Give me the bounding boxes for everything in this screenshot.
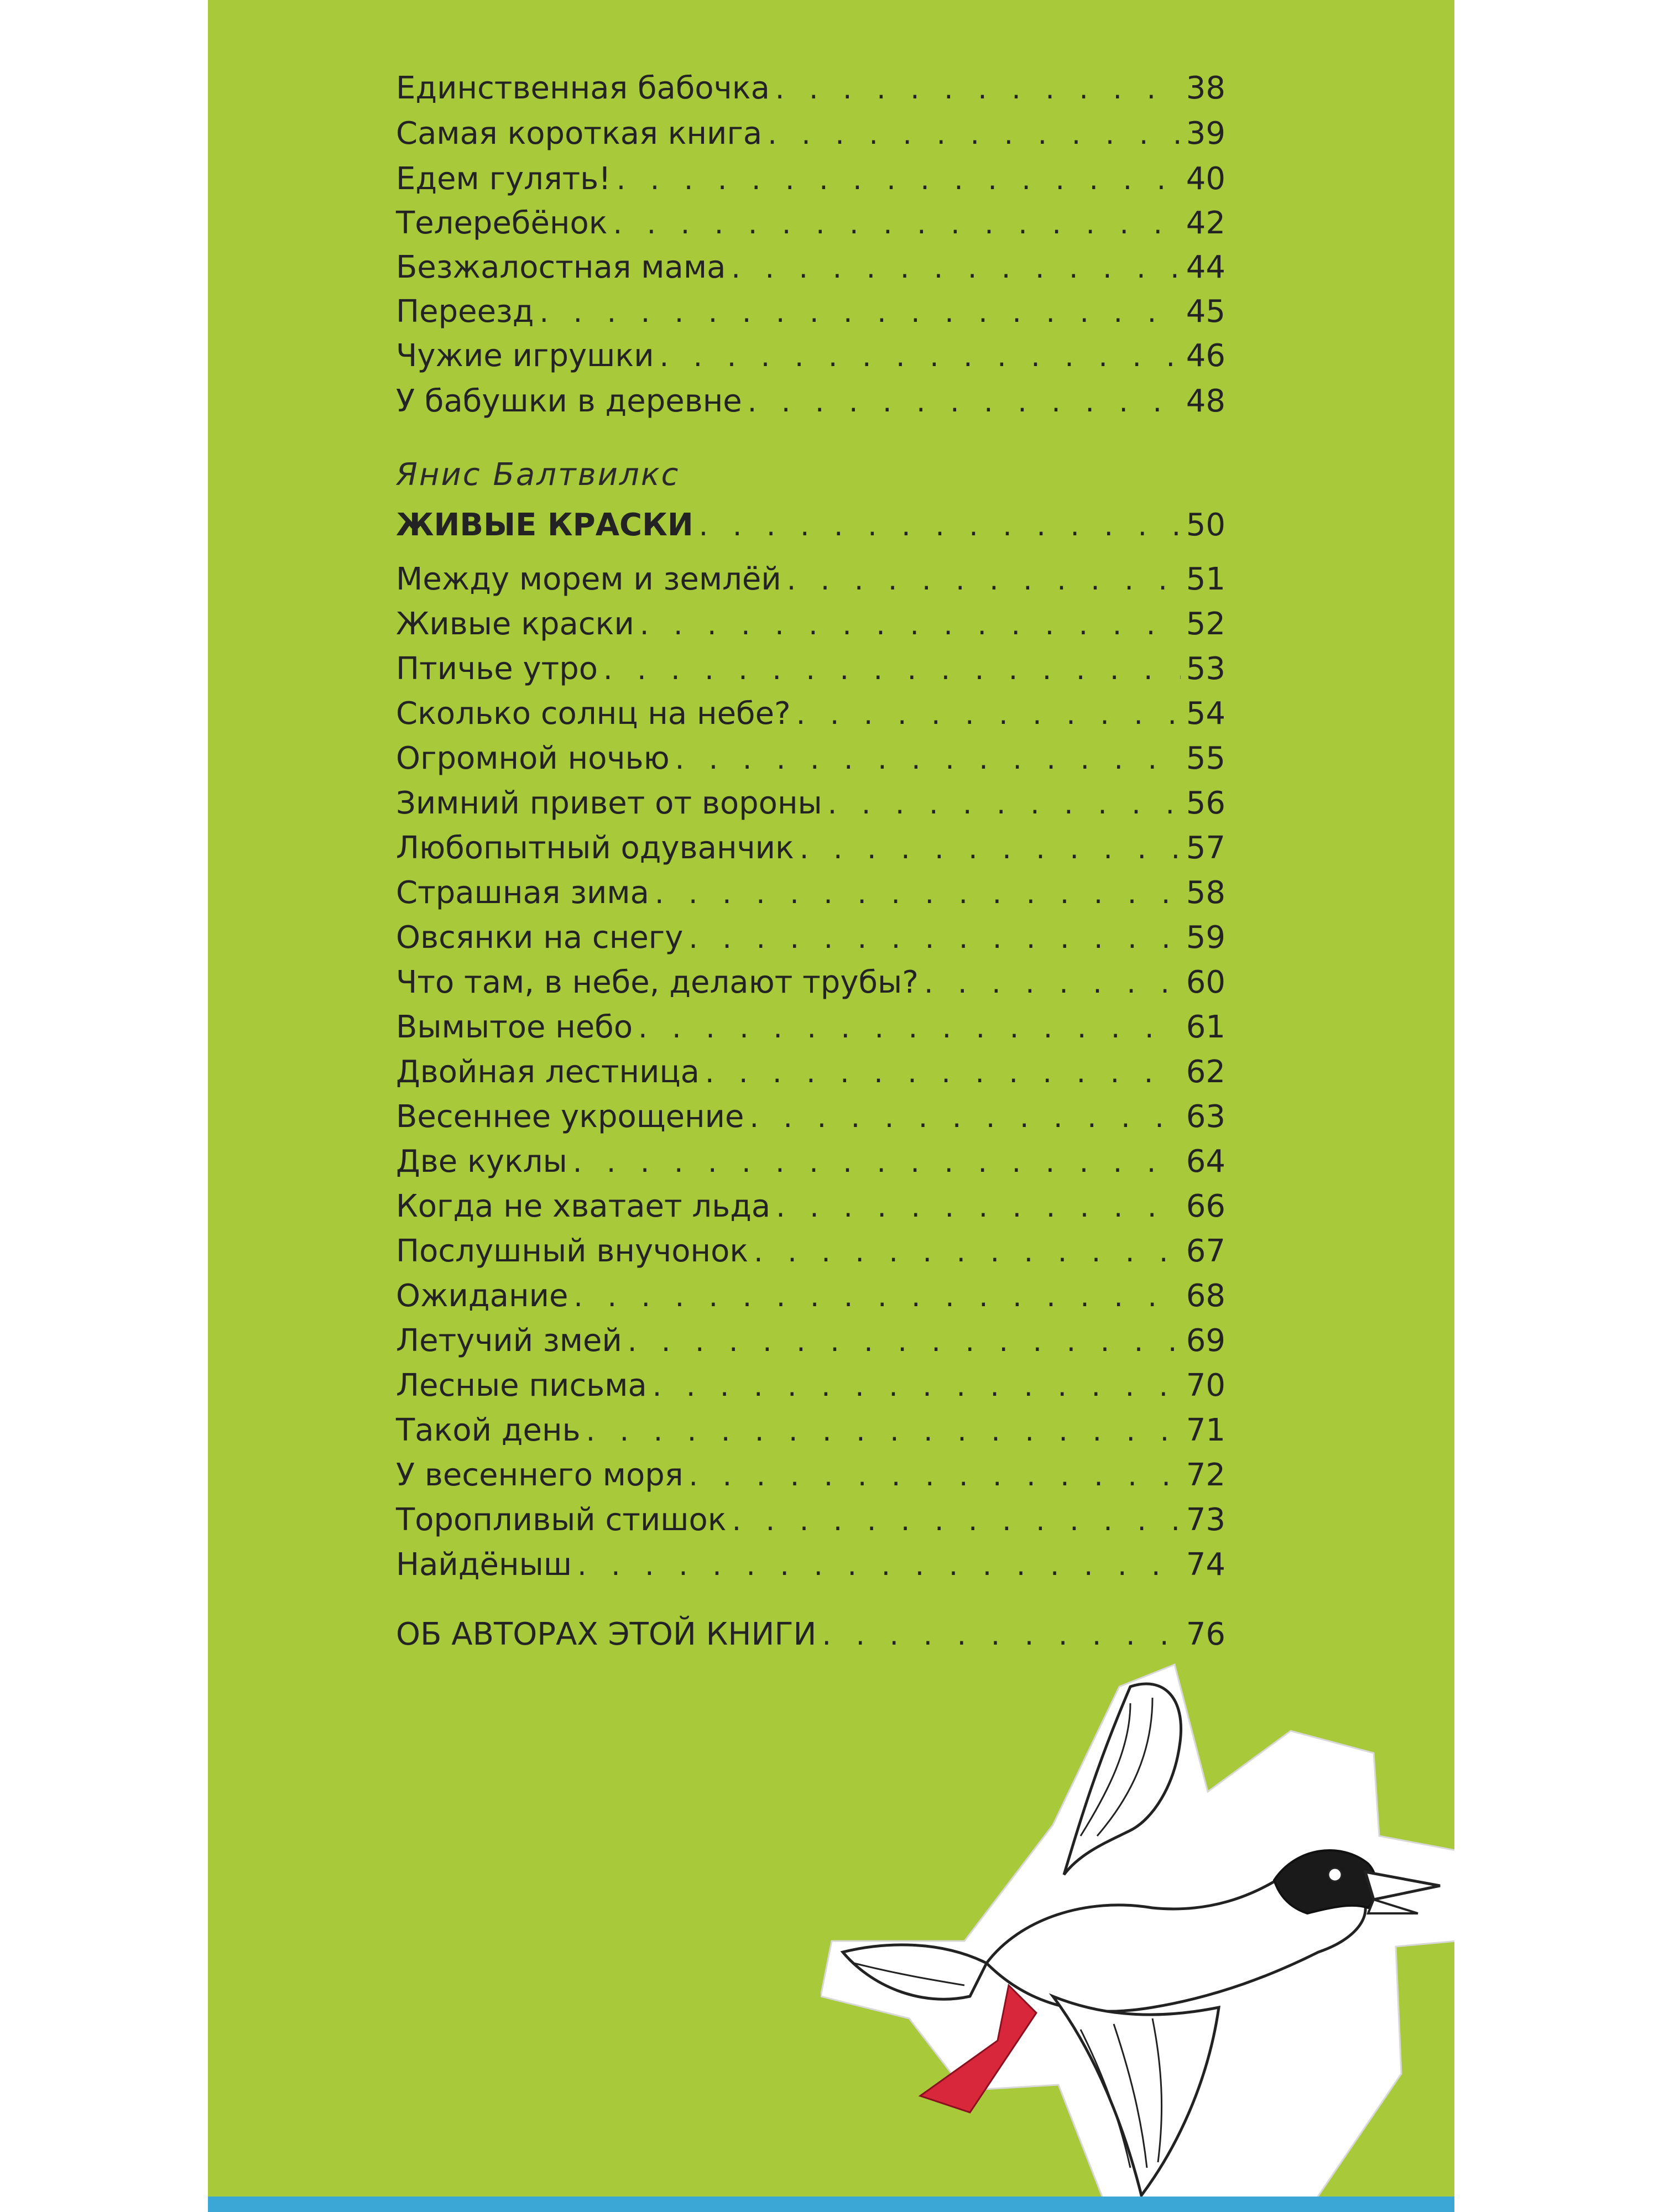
- toc-entry-page: 42: [1186, 205, 1225, 241]
- toc-entry: [396, 1274, 1225, 1318]
- leader-dots: [705, 1051, 1181, 1095]
- toc-entry: [396, 1319, 1225, 1363]
- leader-dots: [828, 782, 1181, 826]
- leader-dots: [748, 380, 1181, 424]
- toc-entry: [396, 157, 1225, 201]
- leader-dots: [699, 504, 1181, 548]
- toc-entry-page: 76: [1186, 1616, 1225, 1652]
- toc-entry-page: 68: [1186, 1278, 1225, 1314]
- toc-entry-title: Едем гулять!: [396, 161, 611, 197]
- toc-entry: [396, 557, 1225, 602]
- toc-entry-title: Что там, в небе, делают трубы?: [396, 964, 919, 1000]
- toc-entry-page: 70: [1186, 1368, 1225, 1404]
- toc-entry: [396, 1408, 1225, 1453]
- toc-entry-page: 59: [1186, 920, 1225, 956]
- toc-entry-page: 61: [1186, 1009, 1225, 1045]
- toc-entry-title: Птичье утро: [396, 651, 598, 687]
- toc-entry-page: 67: [1186, 1233, 1225, 1269]
- toc-entry: [396, 290, 1225, 334]
- toc-entry-title: Между морем и землёй: [396, 561, 781, 597]
- toc-entry: [396, 1005, 1225, 1050]
- toc-entry-page: 46: [1186, 338, 1225, 374]
- toc-entry-title: ОБ АВТОРАХ ЭТОЙ КНИГИ: [396, 1616, 817, 1652]
- leader-dots: [577, 1543, 1181, 1588]
- leader-dots: [573, 1275, 1180, 1319]
- toc-entry-title: Когда не хватает льда: [396, 1188, 771, 1224]
- toc-entry-page: 57: [1186, 830, 1225, 866]
- toc-entry-title: Единственная бабочка: [396, 70, 770, 106]
- section-author: Янис Балтвилкс: [396, 457, 680, 493]
- leader-dots: [640, 603, 1181, 647]
- leader-dots: [573, 1140, 1181, 1185]
- toc-entry-title: Любопытный одуванчик: [396, 830, 794, 866]
- toc-entry: [396, 737, 1225, 781]
- toc-entry-title: Послушный внучонок: [396, 1233, 749, 1269]
- toc-entry-title: У весеннего моря: [396, 1457, 684, 1493]
- toc-entry-title: Лесные письма: [396, 1368, 647, 1404]
- leader-dots: [675, 737, 1181, 781]
- toc-entry-title: Страшная зима: [396, 875, 649, 911]
- toc-entry-title: Самая короткая книга: [396, 116, 763, 152]
- toc-entry: [396, 1543, 1225, 1587]
- section-page: 50: [1186, 507, 1225, 543]
- toc-entry-title: Телеребёнок: [396, 205, 608, 241]
- section-heading: [396, 503, 1225, 547]
- toc-entry-page: 60: [1186, 964, 1225, 1000]
- toc-entry: [396, 334, 1225, 378]
- toc-entry: [396, 647, 1225, 691]
- toc-entry-page: 66: [1186, 1188, 1225, 1224]
- leader-dots: [660, 335, 1181, 379]
- toc-entry: [396, 66, 1225, 111]
- toc-entry-title: Безжалостная мама: [396, 249, 726, 285]
- toc-entry-page: 52: [1186, 606, 1225, 642]
- leader-dots: [749, 1095, 1180, 1140]
- toc-entry: [396, 1453, 1225, 1498]
- toc-entry-page: 48: [1186, 383, 1225, 419]
- toc-entry-page: 53: [1186, 651, 1225, 687]
- toc-entry: [396, 1364, 1225, 1408]
- toc-entry: [396, 379, 1225, 424]
- toc-entry-page: 56: [1186, 785, 1225, 821]
- leader-dots: [638, 1006, 1181, 1050]
- toc-entry: [396, 692, 1225, 736]
- toc-entry-page: 40: [1186, 161, 1225, 197]
- leader-dots: [924, 961, 1181, 1005]
- bird-eye: [1328, 1868, 1342, 1881]
- toc-entry-title: Вымытое небо: [396, 1009, 633, 1045]
- toc-entry: [396, 1498, 1225, 1542]
- leader-dots: [655, 872, 1181, 916]
- section-title: ЖИВЫЕ КРАСКИ: [396, 507, 693, 543]
- toc-entry-title: Чужие игрушки: [396, 338, 654, 374]
- toc-entry-title: Торопливый стишок: [396, 1502, 727, 1538]
- toc-entry-title: Две куклы: [396, 1144, 567, 1180]
- toc-entry-title: Овсянки на снегу: [396, 920, 684, 956]
- leader-dots: [613, 202, 1181, 246]
- book-page: [208, 0, 1454, 2212]
- toc-entry-title: Ожидание: [396, 1278, 568, 1314]
- toc-entry-title: Двойная лестница: [396, 1054, 700, 1090]
- toc-entry: [396, 1185, 1225, 1229]
- seagull-illustration: [821, 1653, 1454, 2212]
- toc-entry: [396, 1050, 1225, 1094]
- toc-entry: [396, 781, 1225, 826]
- leader-dots: [688, 916, 1180, 961]
- leader-dots: [586, 1409, 1181, 1453]
- leader-dots: [796, 692, 1181, 737]
- leader-dots: [775, 67, 1181, 111]
- toc-entry-page: 62: [1186, 1054, 1225, 1090]
- leader-dots: [731, 246, 1180, 290]
- leader-dots: [540, 290, 1181, 335]
- toc-entry-title: Летучий змей: [396, 1323, 622, 1359]
- toc-entry-title: Огромной ночью: [396, 740, 670, 776]
- toc-entry-title: Весеннее укрощение: [396, 1099, 744, 1135]
- leader-dots: [732, 1499, 1181, 1543]
- toc-entry: [396, 916, 1225, 960]
- toc-entry-page: 73: [1186, 1502, 1225, 1538]
- toc-entry-title: Живые краски: [396, 606, 634, 642]
- toc-entry-page: 45: [1186, 294, 1225, 330]
- leader-dots: [768, 112, 1181, 156]
- toc-entry: [396, 246, 1225, 290]
- leader-dots: [653, 1364, 1181, 1408]
- toc-entry-page: 51: [1186, 561, 1225, 597]
- leader-dots: [689, 1454, 1181, 1498]
- toc-entry-about-authors: [396, 1613, 1225, 1657]
- toc-entry-page: 64: [1186, 1144, 1225, 1180]
- toc-entry: [396, 961, 1225, 1005]
- leader-dots: [787, 558, 1181, 602]
- bottom-color-strip: [208, 2197, 1454, 2212]
- leader-dots: [800, 827, 1181, 871]
- toc-entry-page: 55: [1186, 740, 1225, 776]
- toc-entry-page: 54: [1186, 696, 1225, 732]
- toc-entry: [396, 1229, 1225, 1274]
- toc-entry-title: Зимний привет от вороны: [396, 785, 822, 821]
- leader-dots: [822, 1613, 1180, 1657]
- toc-entry-title: У бабушки в деревне: [396, 383, 742, 419]
- toc-entry-page: 63: [1186, 1099, 1225, 1135]
- toc-entry: [396, 826, 1225, 870]
- toc-entry: [396, 112, 1225, 156]
- toc-entry-page: 74: [1186, 1547, 1225, 1583]
- toc-entry: [396, 1095, 1225, 1139]
- toc-entry: [396, 871, 1225, 915]
- toc-entry: [396, 602, 1225, 646]
- toc-entry-page: 72: [1186, 1457, 1225, 1493]
- leader-dots: [754, 1230, 1181, 1274]
- toc-entry-page: 44: [1186, 249, 1225, 285]
- leader-dots: [628, 1319, 1181, 1364]
- toc-entry-title: Такой день: [396, 1412, 581, 1448]
- toc-entry-title: Переезд: [396, 294, 534, 330]
- toc-entry-title: Сколько солнц на небе?: [396, 696, 791, 732]
- toc-entry-page: 38: [1186, 70, 1225, 106]
- toc-entry-title: Найдёныш: [396, 1547, 572, 1583]
- toc-entry-page: 58: [1186, 875, 1225, 911]
- toc-entry: [396, 201, 1225, 246]
- leader-dots: [603, 648, 1181, 692]
- leader-dots: [776, 1185, 1180, 1229]
- leader-dots: [617, 158, 1181, 202]
- toc-entry: [396, 1140, 1225, 1184]
- toc-entry-page: 39: [1186, 116, 1225, 152]
- toc-entry-page: 69: [1186, 1323, 1225, 1359]
- toc-entry-page: 71: [1186, 1412, 1225, 1448]
